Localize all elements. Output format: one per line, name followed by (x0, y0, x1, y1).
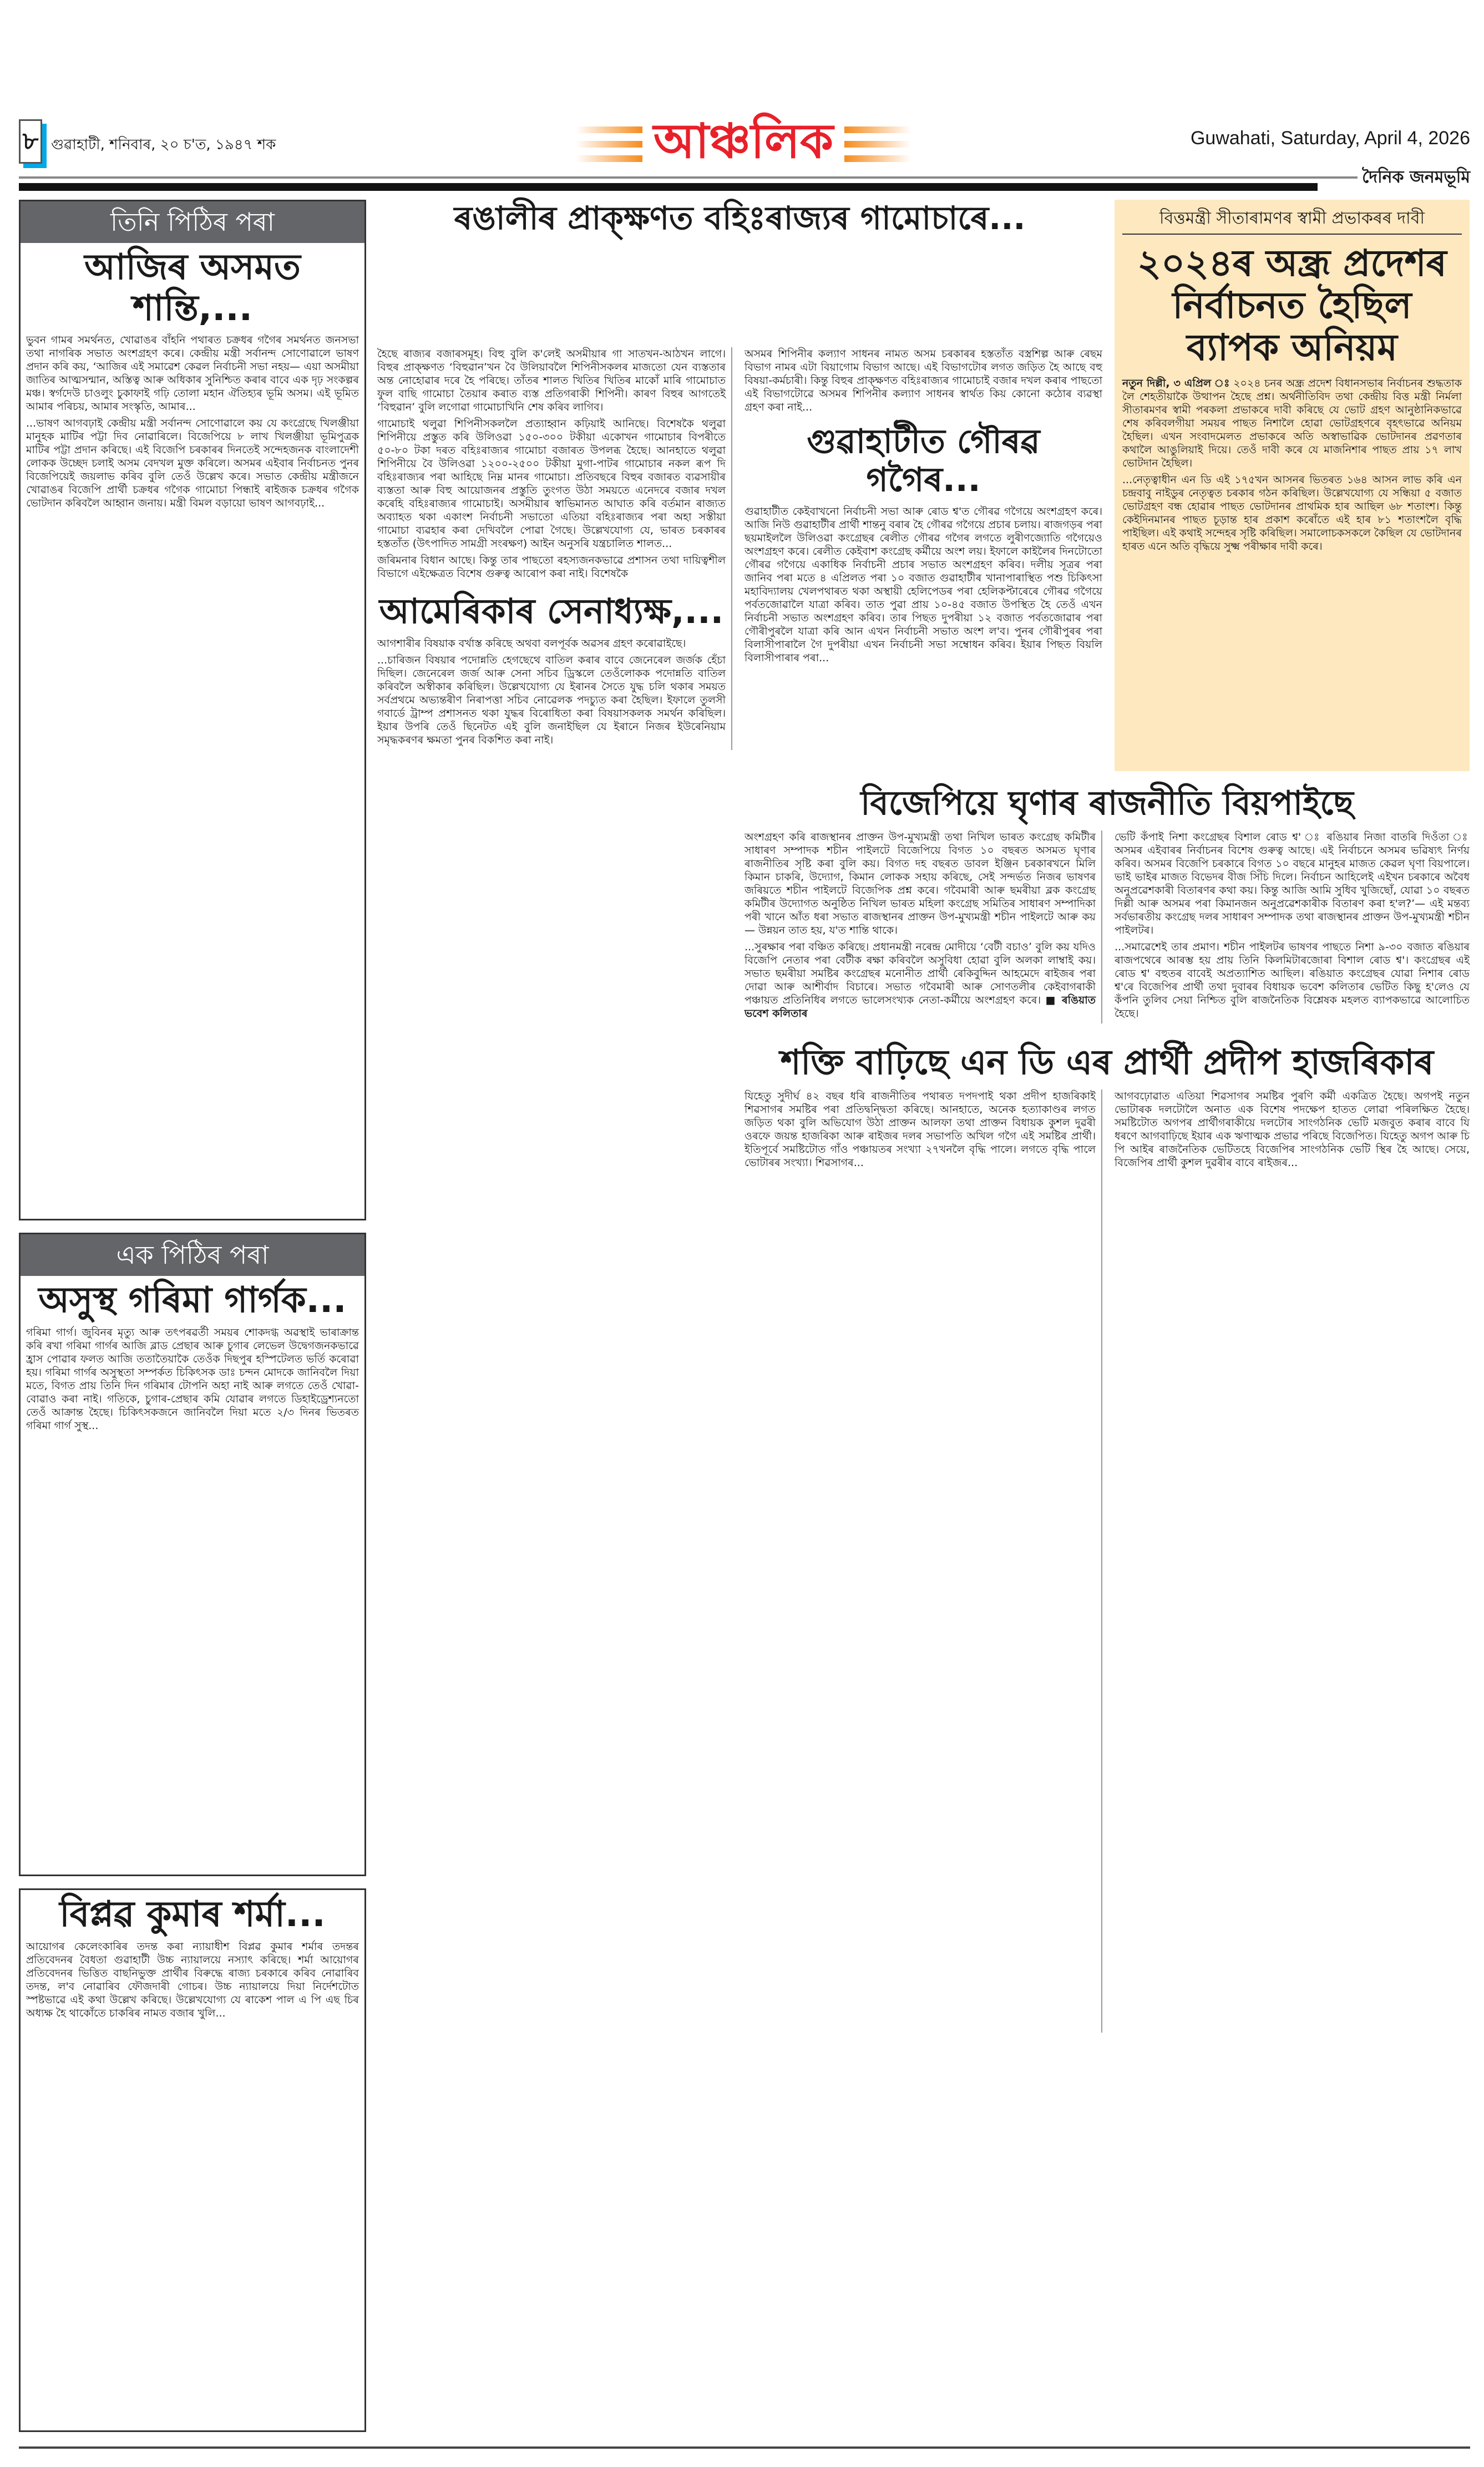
paragraph: আগবঢ়োৱাত এতিয়া শিৱসাগৰ সমষ্টিৰ পুৰণি কৰ্মী একত্ৰিত হৈছে। অগপই নতুন ভোটাৰক দলটোলৈ অনাত এক বিশেষ পদক্ষেপ হাতত লোৱা পৰিলক্ষিত হৈছে। সমষ্টিটোত অগপৰ প্ৰাৰ্থীগৰাকীয়ে দলটোৰ সাংগঠনিক ভেটি মজবুত কৰাৰ বাবে যি ধৰণে আগবাঢ়িছে ইয়াৰ এক ঋণাত্মক প্ৰভাৱ পৰিছে বিজেপিত। যিহেতু অগপ আৰু চি পি আইৰ ৰাজনৈতিক ভেটিতহে বিজেপিৰ সাংগঠনিক ভেটি স্থিৰ হৈ আছে। সেয়ে, বিজেপিৰ প্ৰাৰ্থী কুশল দুৱৰীৰ বাবে ৰাইজৰ... (1115, 1090, 1470, 1169)
paragraph: ...সমাৱেশেই তাৰ প্ৰমাণ। শচীন পাইলটৰ ভাষণৰ পাছতে নিশা ৯-৩০ বজাত ৰঙিয়াৰ ৰাজপথেৰে আৰম্ভ হয় প্ৰায় তিনি কিলমিটাৰজোৰা বিশাল ৰোড শ্ব'। কংগ্ৰেছৰ এই ৰোড শ্ব' বহুতৰ বাবেই অপ্ৰত্যাশিত আছিল। ৰঙিয়াত কংগ্ৰেছৰ যোৱা নিশাৰ ৰোড শ্ব'ৰে বিজেপিৰ প্ৰাৰ্থী তথা দুবাৰৰ বিধায়ক ভবেশ কলিতাৰ ভেটিত কিছু হ'লেও যে কঁপনি তুলিব সেয়া নিশ্চিত বুলি ৰাজনৈতিক বিশ্লেষক মহলত ব্যাপকভাৱে আলোচিত হৈছে। (1115, 941, 1470, 1020)
paragraph: ...সুৰক্ষাৰ পৰা বঞ্চিত কৰিছে। প্ৰধানমন্ত্ৰী নৰেন্দ্ৰ মোদীয়ে ‘বেটী বচাও’ বুলি কয় যদিও বিজেপি নেতাৰ পৰা বেটীক ৰক্ষা কৰিবলৈ অসুবিধা হোৱা বুলি অলকা লাম্বাই কয়। সভাত ছমৰীয়া সমষ্টিৰ কংগ্ৰেছৰ মনোনীত প্ৰাৰ্থী ৰেকিবুদ্দিন আহমেদে ৰাইজৰ পৰা দোৱা আৰু আশীৰ্বাদ বিচাৰে। সভাত গবৈমাৰী আৰু সোণতলীৰ কেইবাগৰাকী পঞ্চায়ত প্ৰতিনিধিৰ লগতে ভালেসংখ্যক নেতা-কৰ্মীয়ে অংশগ্ৰহণ কৰে। (744, 941, 1096, 1006)
article-left-bottom (19, 1888, 366, 2432)
featured-box (1115, 200, 1470, 771)
footer-rule (19, 2446, 1470, 2449)
main-story-col2 (744, 347, 1102, 414)
paragraph: গৰিমা গাৰ্গ। জুবিনৰ মৃত্যু আৰু তৎপৰৱৰ্তী সময়ৰ শোকদগ্ধ অৱস্থাই ভাৰাক্ৰান্ত কৰি ৰখা গৰিমা গাৰ্গৰ আজি ব্লাড প্ৰেছাৰ আৰু চুগাৰ লেভেল উদ্বেগজনকভাৱে হ্ৰাস পোৱাৰ ফলত আজি ততাতৈয়াকৈ তেওঁক দিছপুৰ হস্পিটেলত ভৰ্তি কৰোৱা হয়। গৰিমা গাৰ্গৰ অসুস্থতা সম্পৰ্কত চিকিৎসক ডাঃ চন্দন মোদকে জানিবলৈ দিয়া মতে, বিগত প্ৰায় তিনি দিন গৰিমাৰ টোপনি অহা নাই আৰু লগতে তেওঁ খোৱা-বোৱাও কৰা নাই। গতিকে, চুগাৰ-প্ৰেছাৰ কমি যোৱাৰ লগতে ডিহাইড্ৰেশ্যনতো তেওঁ আক্ৰান্ত হৈছে। চিকিৎসকজনে জানিবলৈ দিয়া মতে ২/৩ দিনৰ ভিতৰত গৰিমা গাৰ্গ সুস্থ... (26, 1326, 359, 1432)
headline: ২০২৪ৰ অন্ধ্ৰ প্ৰদেশৰ নিৰ্বাচনত হৈছিল ব্যাপক অনিয়ম (1137, 242, 1447, 369)
headline: আজিৰ অসমত শান্তি,... (84, 247, 301, 329)
paragraph: ...চাৰিজন বিষয়াৰ পদোন্নতি হেগছেথে বাতিল কৰাৰ বাবে জেনেৰেল জৰ্জক হেঁচা দিছিল। জেনেৰেল জৰ্জ আৰু সেনা সচিব ড্ৰিস্কলে তেওঁলোকক পদোন্নতি বাতিল কৰিবলৈ অস্বীকাৰ কৰিছিল। উল্লেখযোগ্য যে ইৰানৰ সৈতে যুদ্ধ চলি থকাৰ সময়ত সৰ্বপ্ৰথমে অভ্যন্তৰীণ নিৰাপত্তা সচিব নোৱেলক পদচ্যুত কৰা হৈছিল। ইফালে তুলসী গবাৰ্ডে ট্ৰাম্প প্ৰশাসনত থকা যুদ্ধৰ বিৰোধিতা কৰা বিষয়াসকলক সমৰ্থন কৰিছিল। ইয়াৰ উপৰি তেওঁ ছিনেটত এই বুলি জনাইছিল যে ইৰানে নিজৰ ইউৰেনিয়াম সমৃদ্ধকৰণৰ ক্ষমতা পুনৰ বিকশিত কৰা নাই। (377, 654, 726, 746)
headline: শক্তি বাঢ়িছে এন ডি এৰ প্ৰাৰ্থী প্ৰদীপ হাজৰিকাৰ (780, 1042, 1434, 1082)
paragraph: আগশাৰীৰ বিষয়াক বৰ্খাস্ত কৰিছে অথবা বলপূৰ্বক অৱসৰ গ্ৰহণ কৰোৱাইছে। (377, 637, 686, 650)
headline: বিজেপিয়ে ঘৃণাৰ ৰাজনীতি বিয়পাইছে (860, 784, 1354, 823)
column-a (377, 347, 732, 749)
paragraph: ভুবন গামৰ সমৰ্থনত, খোৱাঙৰ বাঁহনি পথাৰত চক্ৰধৰ গগৈৰ সমৰ্থনত জনসভা তথা নাগৰিক সভাত অংশগ্ৰহণ কৰে। কেন্দ্ৰীয় মন্ত্ৰী সৰ্বানন্দ সোণোৱালে ভাষণ প্ৰদান কৰি কয়, ‘আজিৰ এই সমাৱেশ কেৱল নিৰ্বাচনী সভা নহয়— এয়া অসমীয়া জাতিৰ আত্মসন্মান, অস্তিত্ব আৰু অধিকাৰ সুনিশ্চিত কৰাৰ বাবে এক দৃঢ় সংকল্পৰ মঞ্চ। স্বৰ্গদেউ চাওলুং চুকাফাই গঢ়ি তোলা মহান ঐতিহ্যৰ ভূমি অসম। এই ভূমিত আমাৰ পৰিচয়, আমাৰ সংস্কৃতি, আমাৰ... (26, 334, 359, 413)
left-column (19, 200, 366, 2432)
subhead: ৰঙিয়াত ভবেশ কলিতাৰ (744, 994, 1096, 1020)
pradip-story-col1 (744, 1090, 1102, 2033)
paragraph: জৰিমনাৰ বিধান আছে। কিন্তু তাৰ পাছতো ৰহস্যজনকভাৱে প্ৰশাসন তথা দায়িত্বশীল বিভাগে এইক্ষেত্ৰত বিশেষ গুৰুত্ব আৰোপ কৰা নাই। বিশেষকৈ (377, 554, 726, 580)
paragraph: হৈছে ৰাজ্যৰ বজাৰসমূহ। বিহু বুলি ক'লেই অসমীয়াৰ গা সাতখন-আঠখন লাগে। বিহুৰ প্ৰাক্‌ক্ষণত ‘বিহুৱান’খন বৈ উলিয়াবলৈ শিপিনীসকলৰ মাজতো যেন ব্যস্ততাৰ অন্ত নোহোৱাৰ দৰে হৈ পৰিছে। তাঁতৰ শালত খিতিৰ খিতিৰ মাকোঁ মাৰি গামোচাত ফুল বাছি গামোচা তৈয়াৰ কৰাত ব্যস্ত প্ৰতিগৰাকী শিপিনী। কাৰণ বিহুৰ আগতেই ‘বিহুৱান’ বুলি লগোৱা গামোচাখিনি শেষ কৰিব লাগিব। (377, 348, 726, 414)
paragraph: ...নেতৃত্বাধীন এন ডি এই ১৭৫খন আসনৰ ভিতৰত ১৬৪ আসন লাভ কৰি এন চন্দ্ৰবাবু নাইডুৰ নেতৃত্বত চৰকাৰ গঠন কৰিছিল। উল্লেখযোগ্য যে সন্ধিয়া ৫ বজাত ভোটগ্ৰহণ বন্ধ হোৱাৰ পাছত ভোটদানৰ প্ৰাথমিক হাৰ আছিল ৬৮ শতাংশ। কিন্তু কেইদিনমানৰ পাছত চূড়ান্ত হাৰ প্ৰকাশ কৰোঁতে এই হাৰ ৮১ শতাংশলৈ বৃদ্ধি পাইছিল। এই কথাই সন্দেহৰ সৃষ্টি কৰিছিল। সমালোচকসকলে কৈছিল যে ভোটদানৰ হাৰত এনে অতি বৃদ্ধিয়ে সুক্ষ্ম পৰীক্ষাৰ দাবী কৰে। (1122, 473, 1462, 553)
logo-stripes-right (844, 126, 911, 162)
date-assamese: গুৱাহাটী, শনিবাৰ, ২০ চ'ত, ১৯৪৭ শক (51, 136, 276, 153)
header-rule-thick (19, 183, 1318, 191)
headline: আমেৰিকাৰ সেনাধ্যক্ষ,... (379, 591, 724, 632)
date-english: Guwahati, Saturday, April 4, 2026 (1190, 128, 1470, 149)
bjp-story-col1: অংশগ্ৰহণ কৰি ৰাজস্থানৰ প্ৰাক্তন উপ-মুখ্যমন্ত্ৰী তথা নিখিল ভাৰত কংগ্ৰেছ কমিটীৰ সাধাৰণ সম্পাদক শচীন পাইলটে বিজেপিয়ে বিগত ১০ বছৰত অসমত ঘৃণাৰ ৰাজনীতিৰ সৃষ্টি কৰা বুলি কয়। বিগত দহ বছৰত ডাবল ইঞ্জিন চৰকাৰখনে মিলি কিমান চাকৰি, উদ্যোগ, কিমান লোকক সহায় কৰিছে, সেই সন্দৰ্ভত নিজৰ ভাষণৰ জৰিয়তে শচীন পাইলটে বিজেপিক প্ৰশ্ন কৰে। গবৈমাৰী আৰু ছমৰীয়া ব্লক কংগ্ৰেছ কমিটীৰ উদ্যোগত অনুষ্ঠিত নিখিল ভাৰত মহিলা কংগ্ৰেছ সমিতিৰ সাধাৰণ সম্পাদিকা পৰী খানে আঁত ধৰা সভাত ৰাজস্থানৰ প্ৰাক্তন উপ-মুখ্যমন্ত্ৰী শচীন পাইলটে আৰু কয়— উন্নয়ন তাত হয়, য'ত শান্তি থাকে। ...সুৰক্ষাৰ পৰা বঞ্চিত কৰিছে। প্ৰধানমন্ত্ৰী নৰেন্দ্ৰ মোদীয়ে ‘বেটী বচাও’ বুলি কয় যদিও বিজেপি নেতাৰ পৰা বেটীক ৰক্ষা কৰিবলৈ অসুবিধা হোৱা বুলি অলকা লাম্বাই কয়। সভাত ছমৰীয়া সমষ্টিৰ কংগ্ৰেছৰ মনোনীত প্ৰাৰ্থী ৰেকিবুদ্দিন আহমেদে ৰাইজৰ পৰা দোৱা আৰু আশীৰ্বাদ বিচাৰে। সভাত গবৈমাৰী আৰু সোণতলীৰ কেইবাগৰাকী পঞ্চায়ত প্ৰতিনিধিৰ লগতে ভালেসংখ্যক নেতা-কৰ্মীয়ে অংশগ্ৰহণ কৰে। ■ ৰঙিয়াত ভবেশ কলিতাৰ (744, 830, 1102, 1024)
column-b-top (744, 347, 1102, 668)
gaurav-story-body (744, 505, 1102, 665)
page-number: ৮ (19, 119, 42, 164)
pradip-story-col2 (1115, 1090, 1470, 1173)
paper-name: দৈনিক জনমভূমি (1358, 166, 1470, 189)
usa-story-body (377, 637, 726, 747)
kicker: বিত্তমন্ত্ৰী সীতাৰামণৰ স্বামী প্ৰভাকৰৰ দাবী (1122, 207, 1462, 235)
main-headline: ৰঙালীৰ প্ৰাক্‌ক্ষণত বহিঃৰাজ্যৰ গামোচাৰে... (454, 199, 1026, 237)
article-left-top (19, 200, 366, 1220)
logo-text: আঞ্চলিক (653, 113, 834, 169)
paragraph: আয়োগৰ কেলেংকাৰিৰ তদন্ত কৰা ন্যায়াধীশ বিপ্লৱ কুমাৰ শৰ্মাৰ তদন্তৰ প্ৰতিবেদনৰ বৈধতা গুৱাহাটী উচ্চ ন্যায়ালয়ে নস্যাৎ কৰিছে। শৰ্মা আয়োগৰ প্ৰতিবেদনৰ ভিত্তিত বাছনিভুক্ত প্ৰাৰ্থীৰ বিৰুদ্ধে ৰাজ্য চৰকাৰে কৰিব নোৱাৰিব তদন্ত, ল'ব নোৱাৰিব ফৌজদাৰী গোচৰ। উচ্চ ন্যায়ালয়ে দিয়া নিৰ্দেশটোত স্পষ্টভাৱে এই কথা উল্লেখ কৰিছে। উল্লেখযোগ্য যে ৰাকেশ পাল এ পি এছ চিৰ অধ্যক্ষ হৈ থাকোঁতে চাকৰিৰ নামত বজাৰ খুলি... (26, 1940, 359, 2019)
section-banner: এক পিঠিৰ পৰা (21, 1234, 364, 1276)
bjp-story-col2 (1115, 830, 1470, 1024)
paragraph: অংশগ্ৰহণ কৰি ৰাজস্থানৰ প্ৰাক্তন উপ-মুখ্যমন্ত্ৰী তথা নিখিল ভাৰত কংগ্ৰেছ কমিটীৰ সাধাৰণ সম্পাদক শচীন পাইলটে বিজেপিয়ে বিগত ১০ বছৰত অসমত ঘৃণাৰ ৰাজনীতিৰ সৃষ্টি কৰা বুলি কয়। বিগত দহ বছৰত ডাবল ইঞ্জিন চৰকাৰখনে মিলি কিমান চাকৰি, উদ্যোগ, কিমান লোকক সহায় কৰিছে, সেই সন্দৰ্ভত নিজৰ ভাষণৰ জৰিয়তে শচীন পাইলটে বিজেপিক প্ৰশ্ন কৰে। গবৈমাৰী আৰু ছমৰীয়া ব্লক কংগ্ৰেছ কমিটীৰ উদ্যোগত অনুষ্ঠিত নিখিল ভাৰত মহিলা কংগ্ৰেছ সমিতিৰ সাধাৰণ সম্পাদিকা পৰী খানে আঁত ধৰা সভাত ৰাজস্থানৰ প্ৰাক্তন উপ-মুখ্যমন্ত্ৰী শচীন পাইলটে আৰু কয়— উন্নয়ন তাত হয়, য'ত শান্তি থাকে। (744, 831, 1096, 936)
article-left-mid (19, 1233, 366, 1876)
main-story-col1 (377, 347, 726, 580)
paragraph: যিহেতু সুদীৰ্ঘ ৪২ বছৰ ধৰি ৰাজনীতিৰ পথাৰত দপদপাই থকা প্ৰদীপ হাজৰিকাই শিৱসাগৰ সমষ্টিৰ পৰা প্ৰতিদ্বন্দ্বিতা কৰিছে। আনহাতে, অনেক হত্যাকাণ্ডৰ লগত জড়িত থকা বুলি অভিযোগ উঠা প্ৰাক্তন আলফা তথা প্ৰাক্তন বিধায়ক কুশল দুৱৰী ওৰফে জয়ন্ত হাজৰিকা আৰু ৰাইজৰ দলৰ সভাপতি অখিল গগৈ এই সমষ্টিৰ প্ৰাৰ্থী। ইতিপূৰ্বে সমষ্টিটোত গাঁও পঞ্চায়তৰ সংখ্যা ২৭খনলৈ বৃদ্ধি পালে। লগতে বৃদ্ধি পালে ভোটাৰৰ সংখ্যা। শিৱসাগৰ... (744, 1090, 1096, 1169)
paragraph: ভেটি কঁপাই নিশা কংগ্ৰেছৰ বিশাল ৰোড শ্ব' ঃ ৰঙিয়াৰ নিজা বাতৰি দিওঁতা ঃ অসমৰ এইবাৰৰ নিৰ্বাচনৰ বিশেষ গুৰুত্ব আছে। এই নিৰ্বাচনে অসমৰ ভৱিষ্যৎ নিৰ্ণয় কৰিব। অসমৰ বিজেপি চৰকাৰে বিগত ১০ বছৰে মানুহৰ মাজত কেৱল ঘৃণা বিয়পালে। ভাই ভাইৰ মাজত বিভেদৰ বীজ সিঁচি দিলে। নিৰ্বাচন আহিলেই এইখন চৰকাৰে অবৈধ অনুপ্ৰৱেশকাৰী বিতাৰণৰ কথা কয়। কিন্তু আজি আমি সুধিব খুজিছোঁ, যোৱা ১০ বছৰত দিল্লী আৰু অসমৰ পৰা কিমানজন অনুপ্ৰৱেশকাৰীক বিতাৰণ কৰা হ'ল?’— এই মন্তব্য সৰ্বভাৰতীয় কংগ্ৰেছ দলৰ সাধাৰণ সম্পাদক তথা ৰাজস্থানৰ প্ৰাক্তন উপ-মুখ্যমন্ত্ৰী শচীন পাইলটৰ। (1115, 831, 1470, 936)
headline: গুৱাহাটীত গৌৰৱ গগৈৰ... (807, 422, 1040, 500)
dateline: নতুন দিল্লী, ৩ এপ্ৰিল ঃ (1122, 377, 1230, 389)
headline: বিপ্লৱ কুমাৰ শৰ্মা... (59, 1894, 326, 1935)
paragraph: ...ভাষণ আগবঢ়াই কেন্দ্ৰীয় মন্ত্ৰী সৰ্বানন্দ সোণোৱালে কয় যে কংগ্ৰেছে খিলঞ্জীয়া মানুহক মাটিৰ পট্টা দিব নোৱাৰিলে। বিজেপিয়ে ৮ লাখ খিলঞ্জীয়া ভূমিপুত্ৰক মাটিৰ পট্টা প্ৰদান কৰিছে। এই বিজেপি চৰকাৰৰ দিনতেই সন্দেহজনক বাংলাদেশী লোকক উচ্ছেদ চলাই অসম বেদখল মুক্ত কৰিলে। অসমৰ এইবাৰ নিৰ্বাচনত পুনৰ বিজেপিয়েই জয়লাভ কৰিব বুলি তেওঁ উল্লেখ কৰে। সভাত কেন্দ্ৰীয় মন্ত্ৰীজনে খোৱাঙৰ বিজেপি প্ৰাৰ্থী চক্ৰধৰ গগৈক গামোচা পিন্ধাই ৰাইজক চক্ৰধৰ গগৈক ভোটদান কৰিবলৈ আহ্বান জনায়। মন্ত্ৰী বিমল বড়ায়ো ভাষণ আগবঢ়াই... (26, 417, 359, 510)
paragraph: গামোচাই থলুৱা শিপিনীসকললৈ প্ৰত্যাহ্বান কঢ়িয়াই আনিছে। বিশেষকৈ থলুৱা শিপিনীয়ে প্ৰস্তুত কৰি উলিওৱা ১৫০-৩০০ টকীয়া একোখন গামোচাৰ বিপৰীতে ৫০-৮০ টকা দৰত বহিঃৰাজ্যৰ গামোচা বজাৰত উপলব্ধ হৈছে। আনহাতে থলুৱা শিপিনীয়ে বৈ উলিওৱা ১২০০-২৫০০ টকীয়া মুগা-পাটৰ গামোচাৰ নকল ৰূপ দি বহিঃৰাজ্যৰ পৰা আহিছে নিম্ন মানৰ গামোচা। প্ৰতিবছৰে বিহুৰ বজাৰত ব্যৱসায়ীৰ ব্যস্ততা আৰু বিহু আয়োজনৰ প্ৰস্তুতি তুংগত উঠা সময়তে এনেদৰে বজাৰ দখল কৰেহি বহিঃৰাজ্যৰ গামোচাই। অসমীয়াৰ স্বাভিমানত আঘাত কৰি বৰ্তমান ৰাজ্যত অব্যাহত থকা একাংশ নিৰ্বাচনী সভাতো এতিয়া বহিঃৰাজ্যৰ পৰা অহা সস্তীয়া গামোচা ব্যৱহাৰ কৰা দেখিবলৈ পোৱা গৈছে। উল্লেখযোগ্য যে, ভাৰত চৰকাৰৰ হস্ততাঁত (উৎপাদিত সামগ্ৰী সংৰক্ষণ) আইন অনুসৰি যন্ত্ৰচালিত শালত... (377, 418, 726, 550)
section-banner: তিনি পিঠিৰ পৰা (21, 201, 364, 243)
logo-stripes-left (576, 126, 642, 162)
headline: অসুস্থ গৰিমা গাৰ্গক... (38, 1280, 347, 1321)
main-grid (377, 200, 1470, 2033)
paragraph: অসমৰ শিপিনীৰ কল্যাণ সাধনৰ নামত অসম চৰকাৰৰ হস্ততাঁত বস্ত্ৰশিল্প আৰু ৰেছম বিভাগ নামৰ এটা বিয়াগোম বিভাগ আছে। এই বিভাগটোৰ লগত জড়িত হৈ আছে বহু বিষয়া-কৰ্মচাৰী। কিন্তু বিহুৰ প্ৰাক্‌ক্ষণত বহিঃৰাজ্যৰ গামোচাই বজাৰ দখল কৰাৰ পাছতো এই বিভাগটোৱে অসমৰ শিপিনীৰ কল্যাণ সাধনৰ স্বাৰ্থত কিয় কোনো কঠোৰ ব্যৱস্থা গ্ৰহণ কৰা নাই... (744, 348, 1102, 414)
paragraph: গুৱাহাটীত কেইবাখনো নিৰ্বাচনী সভা আৰু ৰোড শ্ব'ত গৌৰৱ গগৈয়ে অংশগ্ৰহণ কৰে। আজি নিউ গুৱাহাটীৰ প্ৰাৰ্থী শান্তনু বৰাৰ হৈ গৌৰৱ গগৈয়ে প্ৰচাৰ চলায়। ৰাজগড়ৰ পৰা ছয়মাইললৈ উলিওৱা কংগ্ৰেছৰ ৰেলীত গৌৰৱ গগৈৰ লগতে লুৰীণজ্যোতি গগৈয়েও অংশগ্ৰহণ কৰে। ৰেলীত কেইবাশ কংগ্ৰেছ কৰ্মীয়ে অংশ লয়। ইফালে কাইলৈৰ দিনটোতো গৌৰৱ গগৈয়ে একাধিক নিৰ্বাচনী প্ৰচাৰ সভাত অংশগ্ৰহণ কৰিব। দলীয় সূত্ৰৰ পৰা জানিব পৰা মতে ৪ এপ্ৰিলত পৰা ১০ বজাত গুৱাহাটীৰ খানাপাৰাস্থিত পশু চিকিৎসা মহাবিদ্যালয় খেলপথাৰত থকা অস্থায়ী হেলিপেডৰ পৰা হেলিকপ্টাৰেৰে গৌৰৱ গগৈয়ে পৰ্বতজোৱালৈ যাত্ৰা কৰিব। তাত পুৱা প্ৰায় ১০-৪৫ বজাত উপস্থিত হৈ তেওঁ এখন নিৰ্বাচনী সভাত অংশগ্ৰহণ কৰিব। তাৰ পিছত দুপৰীয়া ১২ বজাত পৰ্বতজোৱাৰ পৰা গৌৰীপুৰলৈ যাত্ৰা কৰি আন এখন নিৰ্বাচনী সভাত অংশ ল'ব। পুনৰ গৌৰীপুৰৰ পৰা বিলাসীপাৰালৈ গৈ দুপৰীয়া এখন নিৰ্বাচনী সভা সম্বোধন কৰিব। ইয়াৰ পিছত বিয়লি বিলাসীপাৰাৰ পৰা... (744, 505, 1102, 665)
paragraph: ২০২৪ চনৰ অন্ধ্ৰ প্ৰদেশ বিধানসভাৰ নিৰ্বাচনৰ শুদ্ধতাক লৈ শেহতীয়াকৈ উত্থাপন হৈছে প্ৰশ্ন। অৰ্থনীতিবিদ তথা কেন্দ্ৰীয় বিত্ত মন্ত্ৰী নিৰ্মলা সীতাৰমণৰ স্বামী পৰকলা প্ৰভাকৰে দাবী কৰিছে যে ভোট গ্ৰহণ আনুষ্ঠানিকভাৱে শেষ কৰিবলগীয়া সময়ৰ পাছত নিশালৈ হোৱা ভোটগ্ৰহণৰে বৃহৎভাৱে অনিয়ম হৈছিল। এখন সংবাদমেলত প্ৰভাকৰে অতি অস্বাভাৱিক ভোটদানৰ প্ৰৱণতাৰ কথালৈ আঙুলিয়াই দিয়ে। তেওঁ দাবী কৰে যে মাজনিশাৰ পাছত প্ৰায় ১৭ লাখ ভোটদান হৈছিল। (1122, 377, 1462, 469)
header-rule (19, 176, 1470, 179)
masthead-logo (560, 111, 926, 178)
